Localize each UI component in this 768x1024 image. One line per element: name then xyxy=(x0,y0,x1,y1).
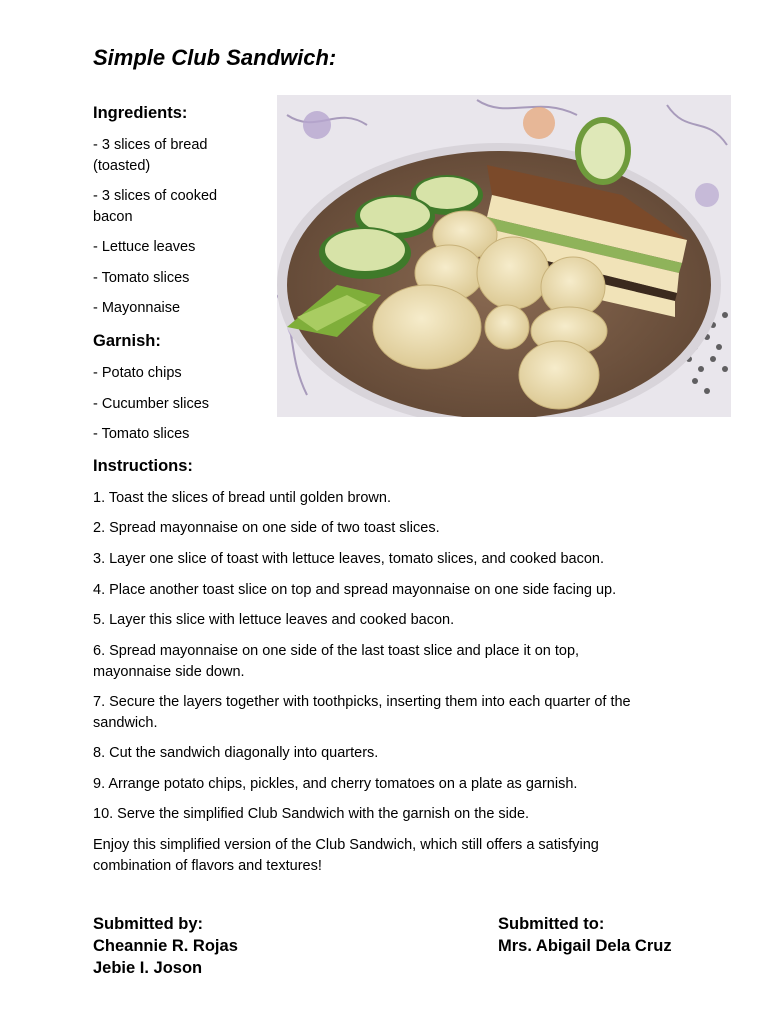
submitted-by-label: Submitted by: xyxy=(93,915,203,933)
submitter-name: Cheannie R. Rojas xyxy=(93,937,238,955)
recipient-name: Mrs. Abigail Dela Cruz xyxy=(498,937,672,955)
instruction-step: 1. Toast the slices of bread until golden brown. xyxy=(93,490,391,506)
submitted-to-label: Submitted to: xyxy=(498,915,605,933)
ingredient-item: - Mayonnaise xyxy=(93,300,181,316)
instruction-step: 6. Spread mayonnaise on one side of the last toast slice and place it on top, mayonnaise side down. xyxy=(93,643,580,680)
ingredient-item: - Lettuce leaves xyxy=(93,239,196,255)
instruction-step: 3. Layer one slice of toast with lettuce leaves, tomato slices, and cooked bacon. xyxy=(93,551,605,567)
instructions-heading: Instructions: xyxy=(93,457,193,475)
instruction-step: 8. Cut the sandwich diagonally into quarters. xyxy=(93,745,379,761)
ingredient-item: - 3 slices of bread (toasted) xyxy=(93,137,208,174)
garnish-item: - Potato chips xyxy=(93,365,182,381)
submitter-name: Jebie I. Joson xyxy=(93,959,203,977)
instruction-step: 5. Layer this slice with lettuce leaves and cooked bacon. xyxy=(93,612,455,628)
closing-note: Enjoy this simplified version of the Club Sandwich, which still offers a satisfying combination of flavors and textures! xyxy=(93,837,599,874)
ingredient-item: - 3 slices of cooked bacon xyxy=(93,188,218,225)
submitted-by xyxy=(93,913,238,979)
sandwich-photo xyxy=(277,95,731,417)
garnish-item: - Cucumber slices xyxy=(93,396,210,412)
instruction-step: 10. Serve the simplified Club Sandwich with the garnish on the side. xyxy=(93,806,530,822)
document-title: Simple Club Sandwich: xyxy=(93,45,337,70)
instruction-step: 2. Spread mayonnaise on one side of two toast slices. xyxy=(93,520,440,536)
instruction-step: 9. Arrange potato chips, pickles, and cherry tomatoes on a plate as garnish. xyxy=(93,776,578,792)
garnish-item: - Tomato slices xyxy=(93,426,190,442)
instruction-step: 7. Secure the layers together with toothpicks, inserting them into each quarter of the sandwich. xyxy=(93,694,631,731)
garnish-heading: Garnish: xyxy=(93,332,161,350)
instruction-step: 4. Place another toast slice on top and spread mayonnaise on one side facing up. xyxy=(93,582,617,598)
ingredients-heading: Ingredients: xyxy=(93,104,188,122)
ingredient-item: - Tomato slices xyxy=(93,270,190,286)
submitted-to xyxy=(498,913,672,957)
